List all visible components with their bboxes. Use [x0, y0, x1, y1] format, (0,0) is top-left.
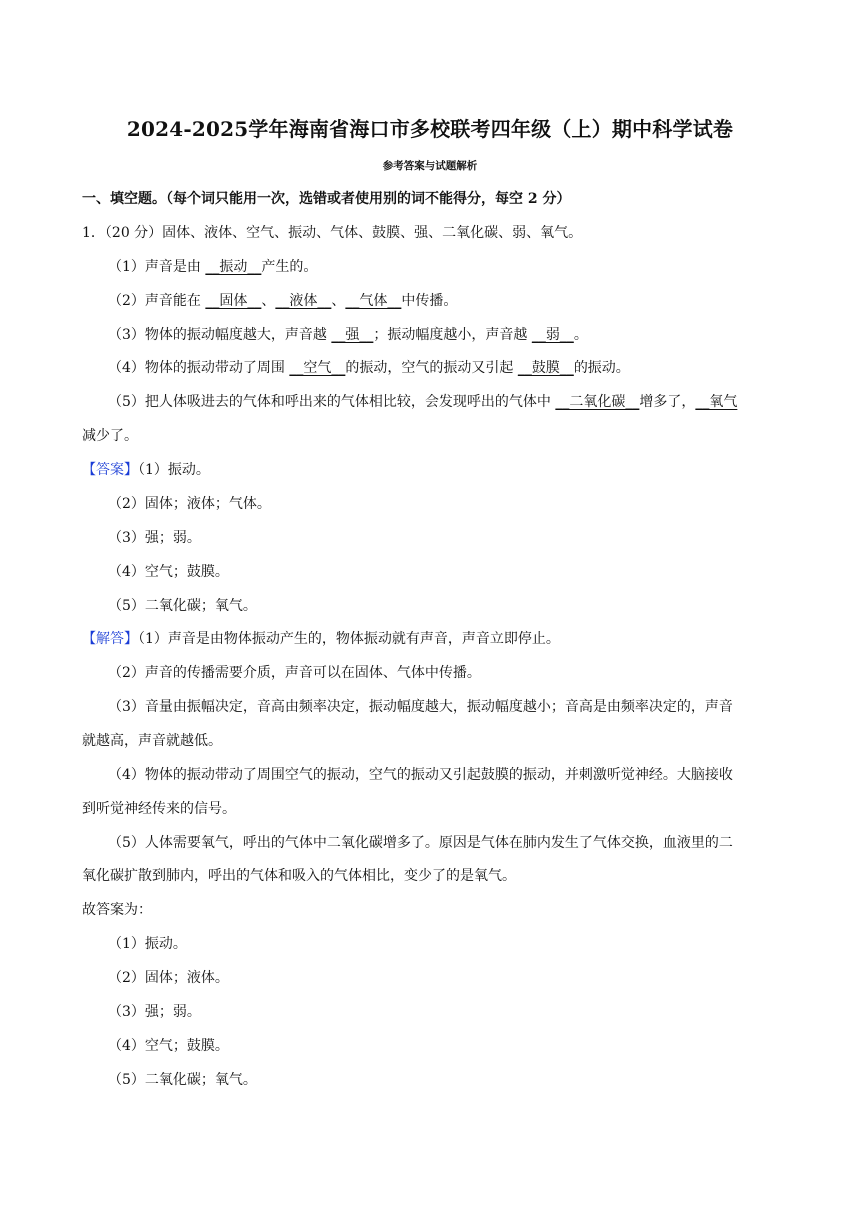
conclusion-line-5: （5）二氧化碳；氧气。	[108, 1072, 257, 1088]
analysis-line-1	[82, 629, 560, 649]
part-text: 增多了，	[639, 394, 696, 410]
part-text: （2）声音能在	[108, 293, 206, 309]
part-text: （3）物体的振动幅度越大，声音越	[108, 327, 332, 343]
answer-line-2: （2）固体；液体；气体。	[108, 496, 271, 512]
answer-blank: __固体__	[205, 293, 262, 309]
question-part-2	[108, 291, 457, 311]
answer-line-4: （4）空气；鼓膜。	[108, 564, 229, 580]
question-stem: 1．（20 分）固体、液体、空气、振动、气体、鼓膜、强、二氧化碳、弱、氧气。	[82, 225, 583, 241]
analysis-line-2: （2）声音的传播需要介质，声音可以在固体、气体中传播。	[108, 665, 481, 681]
conclusion-line-2: （2）固体；液体。	[108, 970, 229, 986]
answer-line-1	[82, 460, 210, 480]
analysis-line-3a: （3）音量由振幅决定，音高由频率决定，振动幅度越大，振动幅度越小；音高是由频率决定的，声音	[108, 699, 733, 715]
conclusion-line-4: （4）空气；鼓膜。	[108, 1038, 229, 1054]
part-text: 产生的。	[261, 259, 318, 275]
answer-line-5: （5）二氧化碳；氧气。	[108, 598, 257, 614]
analysis-line-3b: 就越高，声音就越低。	[82, 733, 222, 749]
answer-blank: __空气__	[289, 360, 346, 376]
part-text: （4）物体的振动带动了周围	[108, 360, 290, 376]
conclusion-line-3: （3）强；弱。	[108, 1004, 201, 1020]
part-text: 、	[331, 293, 346, 309]
question-part-4	[108, 358, 630, 378]
answer-blank: __气体__	[345, 293, 402, 309]
conclusion-label: 故答案为：	[82, 902, 152, 918]
question-part-5	[108, 392, 737, 412]
part-text: 的振动，空气的振动又引起	[345, 360, 518, 376]
part-text: 、	[261, 293, 276, 309]
part-text: （5）把人体吸进去的气体和呼出来的气体相比较，会发现呼出的气体中	[108, 394, 556, 410]
part-text: （1）声音是由	[108, 259, 206, 275]
part-text: 的振动。	[573, 360, 630, 376]
conclusion-line-1: （1）振动。	[108, 936, 187, 952]
analysis-line-5a: （5）人体需要氧气，呼出的气体中二氧化碳增多了。原因是气体在肺内发生了气体交换，血液里的二	[108, 835, 733, 851]
answer-blank: __液体__	[275, 293, 332, 309]
analysis-line-5b: 氧化碳扩散到肺内，呼出的气体和吸入的气体相比，变少了的是氧气。	[82, 868, 516, 884]
answer-blank: __弱__	[531, 327, 574, 343]
analysis-line-4b: 到听觉神经传来的信号。	[82, 801, 236, 817]
part-text: ；振动幅度越小，声音越	[373, 327, 532, 343]
answer-text: （1）振动。	[138, 462, 210, 478]
question-part-3	[108, 325, 588, 345]
answer-blank: __鼓膜__	[517, 360, 574, 376]
analysis-tag: 【解答】	[82, 631, 138, 647]
answer-line-3: （3）强；弱。	[108, 530, 201, 546]
analysis-line-4a: （4）物体的振动带动了周围空气的振动，空气的振动又引起鼓膜的振动，并刺激听觉神经。大脑接收	[108, 767, 733, 783]
answer-blank: __氧气	[695, 394, 738, 410]
part-text: 中传播。	[401, 293, 458, 309]
answer-tag: 【答案】	[82, 462, 138, 478]
question-part-5-cont: 减少了。	[82, 428, 138, 444]
question-part-1	[108, 257, 317, 277]
answer-blank: __二氧化碳__	[555, 394, 640, 410]
page-subtitle: 参考答案与试题解析	[382, 160, 478, 172]
answer-blank: __振动__	[205, 259, 262, 275]
part-text: 。	[573, 327, 588, 343]
page-title: 2024-2025学年海南省海口市多校联考四年级（上）期中科学试卷	[126, 117, 734, 141]
analysis-text: （1）声音是由物体振动产生的，物体振动就有声音，声音立即停止。	[138, 631, 560, 647]
section-heading: 一、填空题。（每个词只能用一次，选错或者使用别的词不能得分，每空 2 分）	[82, 191, 571, 207]
answer-blank: __强__	[331, 327, 374, 343]
